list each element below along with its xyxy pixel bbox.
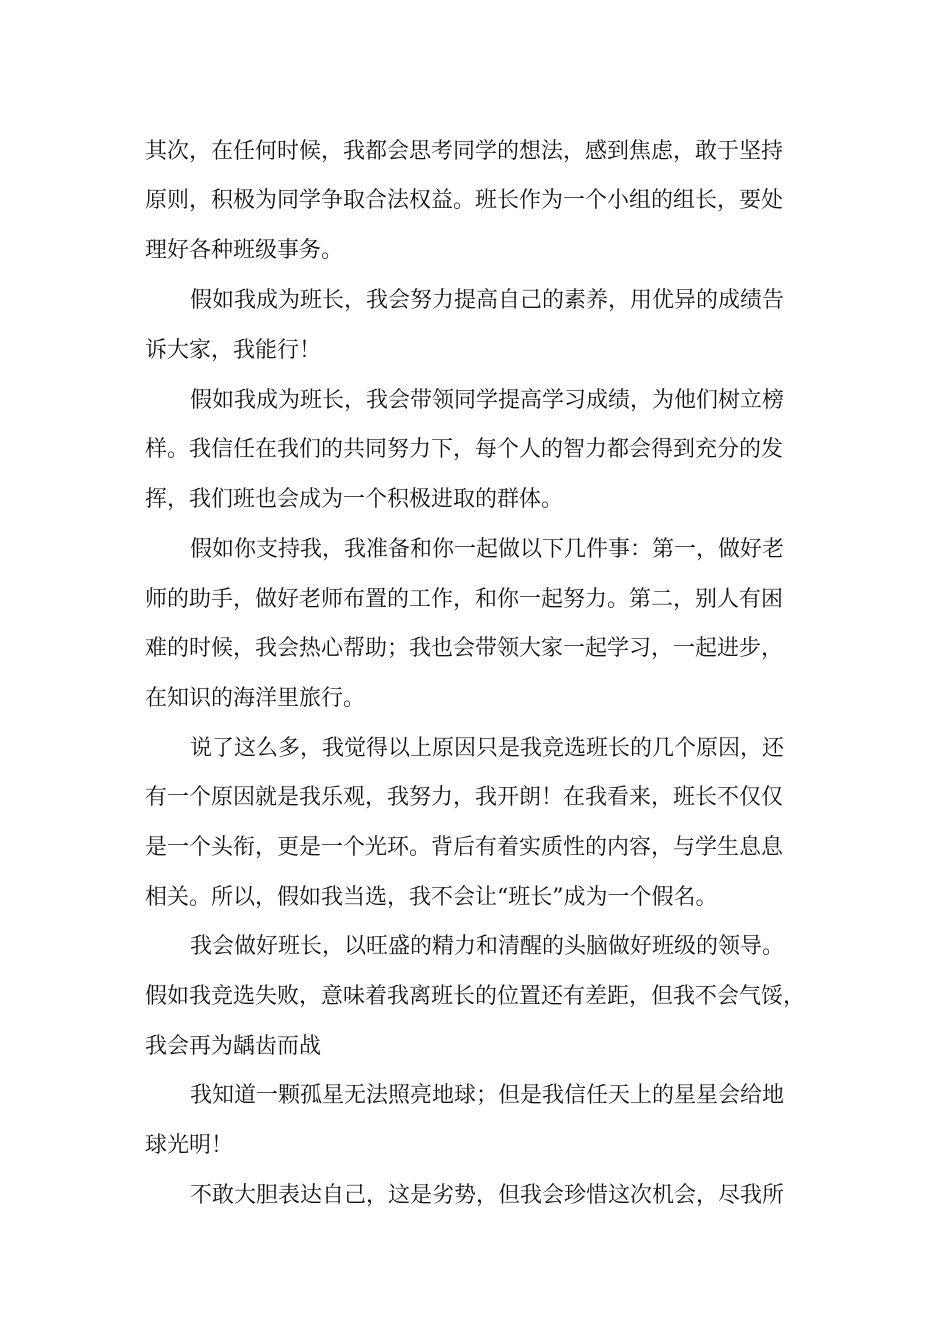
text-line-6: 假如我成为班长，我会带领同学提高学习成绩，为他们树立榜 (190, 388, 785, 413)
text-line-2: 原则，积极为同学争取合法权益。班长作为一个小组的组长，要处 (145, 188, 784, 213)
text-line-18: 假如我竞选失败，意味着我离班长的位置还有差距，但我不会气馁， (145, 984, 806, 1009)
text-line-15: 是一个头衔，更是一个光环。背后有着实质性的内容，与学生息息 (145, 835, 784, 860)
text-line-16: 相关。所以，假如我当选，我不会让“班长”成为一个假名。 (145, 885, 718, 910)
text-line-22: 不敢大胆表达自己，这是劣势，但我会珍惜这次机会，尽我所 (190, 1183, 785, 1208)
text-line-14: 有一个原因就是我乐观，我努力，我开朗！在我看来，班长不仅仅 (145, 785, 784, 810)
text-line-5: 诉大家，我能行！ (145, 338, 322, 363)
text-line-7: 样。我信任在我们的共同努力下，每个人的智力都会得到充分的发 (145, 437, 784, 462)
text-line-13: 说了这么多，我觉得以上原因只是我竞选班长的几个原因，还 (190, 736, 785, 761)
text-line-4: 假如我成为班长，我会努力提高自己的素养，用优异的成绩告 (190, 288, 785, 313)
text-line-10: 师的助手，做好老师布置的工作，和你一起努力。第二，别人有困 (145, 587, 784, 612)
text-line-8: 挥，我们班也会成为一个积极进取的群体。 (145, 487, 564, 512)
text-line-19: 我会再为龋齿而战 (145, 1034, 322, 1059)
text-line-17: 我会做好班长，以旺盛的精力和清醒的头脑做好班级的领导。 (190, 934, 785, 959)
text-line-1: 其次，在任何时候，我都会思考同学的想法，感到焦虑，敢于坚持 (145, 139, 784, 164)
text-line-21: 球光明！ (145, 1133, 234, 1158)
text-line-11: 难的时候，我会热心帮助；我也会带领大家一起学习，一起进步， (145, 636, 784, 661)
text-line-12: 在知识的海洋里旅行。 (145, 686, 366, 711)
text-line-9: 假如你支持我，我准备和你一起做以下几件事：第一，做好老 (190, 537, 785, 562)
text-line-20: 我知道一颗孤星无法照亮地球；但是我信任天上的星星会给地 (190, 1083, 785, 1108)
text-line-3: 理好各种班级事务。 (145, 238, 344, 263)
